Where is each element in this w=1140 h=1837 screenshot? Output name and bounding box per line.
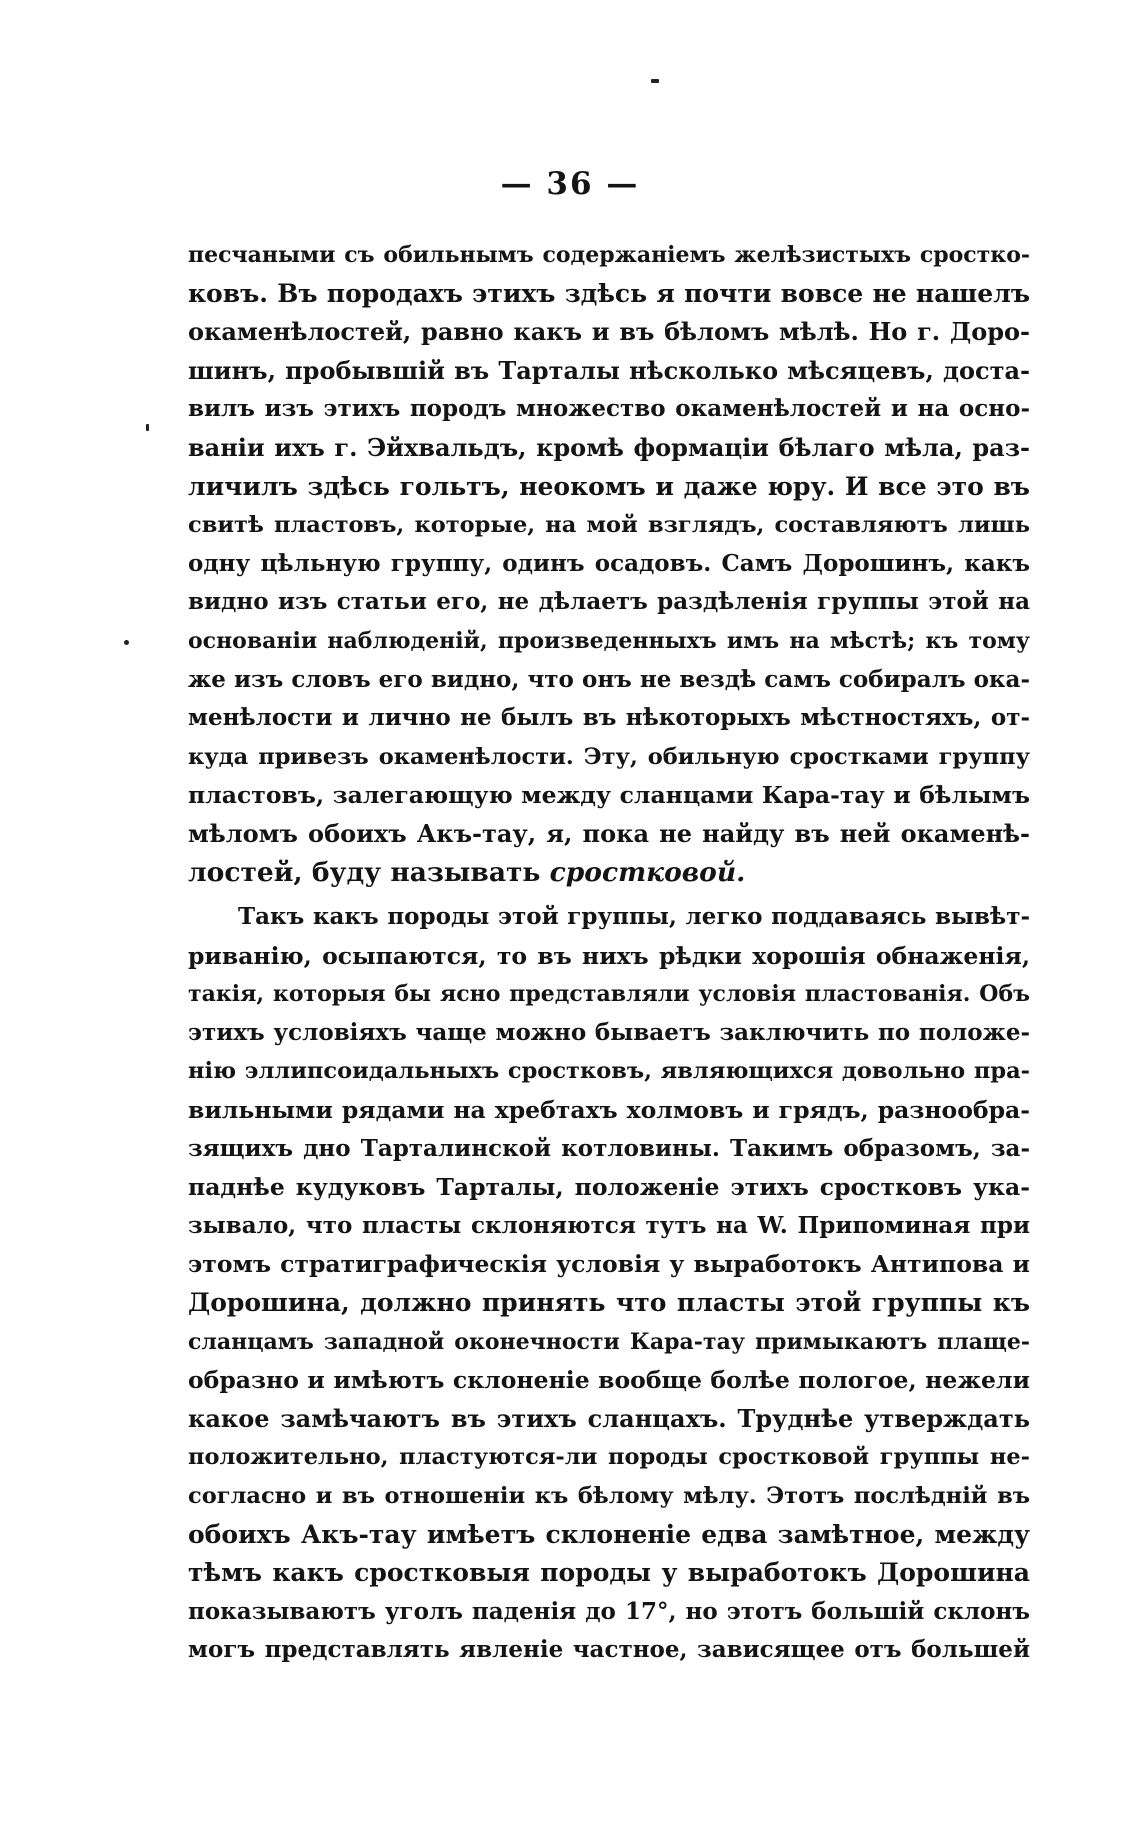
text-line: мѣломъ обоихъ Акъ-тау, я, пока не найду въ ней окаменѣ- [188,818,1030,848]
text-line: обоихъ Акъ-тау имѣетъ склоненіе едва замѣтное, между [188,1519,1030,1549]
text-line: могъ представлять явленіе частное, зависящее отъ большей [188,1636,1030,1664]
paragraph-1 [188,236,1030,892]
text-line: нію эллипсоидальныхъ сростковъ, являющихся довольно пра- [188,1058,1030,1085]
text-line: этихъ условіяхъ чаще можно бываетъ заключить по положе- [188,1018,1030,1046]
text-line: сланцамъ западной оконечности Кара-тау примыкаютъ плаще- [188,1328,1030,1355]
text-line: согласно и въ отношеніи къ бѣлому мѣлу. Этотъ послѣдній въ [188,1483,1030,1509]
text-line: паднѣе кудуковъ Тарталы, положеніе этихъ сростковъ ука- [188,1173,1030,1202]
text-line: какое замѣчаютъ въ этихъ сланцахъ. Труднѣе утверждать [188,1403,1030,1433]
text-line: менѣлости и лично не былъ въ нѣкоторыхъ мѣстностяхъ, от- [188,704,1030,732]
text-line: зывало, что пласты склоняются тутъ на W. Припоминая при [188,1211,1030,1239]
text-line: вильными рядами на хребтахъ холмовъ и грядъ, разнообра- [188,1096,1030,1125]
text-line: вилъ изъ этихъ породъ множество окаменѣлостей и на осно- [188,395,1030,423]
text-line: ковъ. Въ породахъ этихъ здѣсь я почти вовсе не нашелъ [188,278,1030,308]
text-line: основаніи наблюденій, произведенныхъ имъ на мѣстѣ; къ тому [188,627,1030,654]
text-line: личилъ здѣсь гольтъ, неокомъ и даже юру. И все это въ [188,471,1030,501]
paragraph-2 [188,898,1030,1670]
text-line: тѣмъ какъ сростковыя породы у выработокъ Дорошина [188,1558,1030,1588]
text-line: положительно, пластуются-ли породы сростковой группы не- [188,1444,1030,1471]
text-line: этомъ стратиграфическія условія у выработокъ Антипова и [188,1250,1030,1279]
text-line: образно и имѣютъ склоненіе вообще болѣе пологое, нежели [188,1366,1030,1395]
text-line: пластовъ, залегающую между сланцами Кара-тау и бѣлымъ [188,781,1030,810]
print-speck [146,424,149,431]
text-line: показываютъ уголъ паденія до 17°, но этотъ большій склонъ [188,1597,1030,1625]
page-number: — 36 — [500,166,640,202]
print-speck [124,640,129,645]
text-line: куда привезъ окаменѣлости. Эту, обильную сростками группу [188,743,1030,770]
text-line: же изъ словъ его видно, что онъ не вездѣ самъ собиралъ ока- [188,665,1030,693]
text-line: риванію, осыпаются, то въ нихъ рѣдки хорошія обнаженія, [188,941,1030,970]
print-speck [651,79,659,83]
text-line: одну цѣльную группу, одинъ осадовъ. Самъ Дорошинъ, какъ [188,549,1030,577]
text-line: шинъ, пробывшій въ Тарталы нѣсколько мѣсяцевъ, доста- [188,355,1030,385]
text-line: зящихъ дно Тарталинской котловины. Такимъ образомъ, за- [188,1134,1030,1162]
text-line: окаменѣлостей, равно какъ и въ бѣломъ мѣлѣ. Но г. Доро- [188,317,1030,347]
italic-term: сростковой. [549,856,746,888]
text-line: такія, которыя бы ясно представляли условія пластованія. Объ [188,981,1030,1008]
text-fragment: лостей, буду называть [188,856,541,888]
text-line: ваніи ихъ г. Эйхвальдъ, кромѣ формаціи бѣлаго мѣла, раз- [188,432,1030,462]
text-line: Дорошина, должно принять что пласты этой группы къ [188,1288,1030,1318]
text-line: Такъ какъ породы этой группы, легко поддаваясь вывѣт- [238,903,1030,931]
text-line: песчаными съ обильнымъ содержаніемъ желѣзистыхъ сростко- [188,242,1030,268]
text-line-last [188,854,1030,893]
body-text [188,236,1030,1670]
text-line: видно изъ статьи его, не дѣлаетъ раздѣленія группы этой на [188,588,1030,616]
text-line: свитѣ пластовъ, которые, на мой взглядъ, составляютъ лишь [188,512,1030,539]
